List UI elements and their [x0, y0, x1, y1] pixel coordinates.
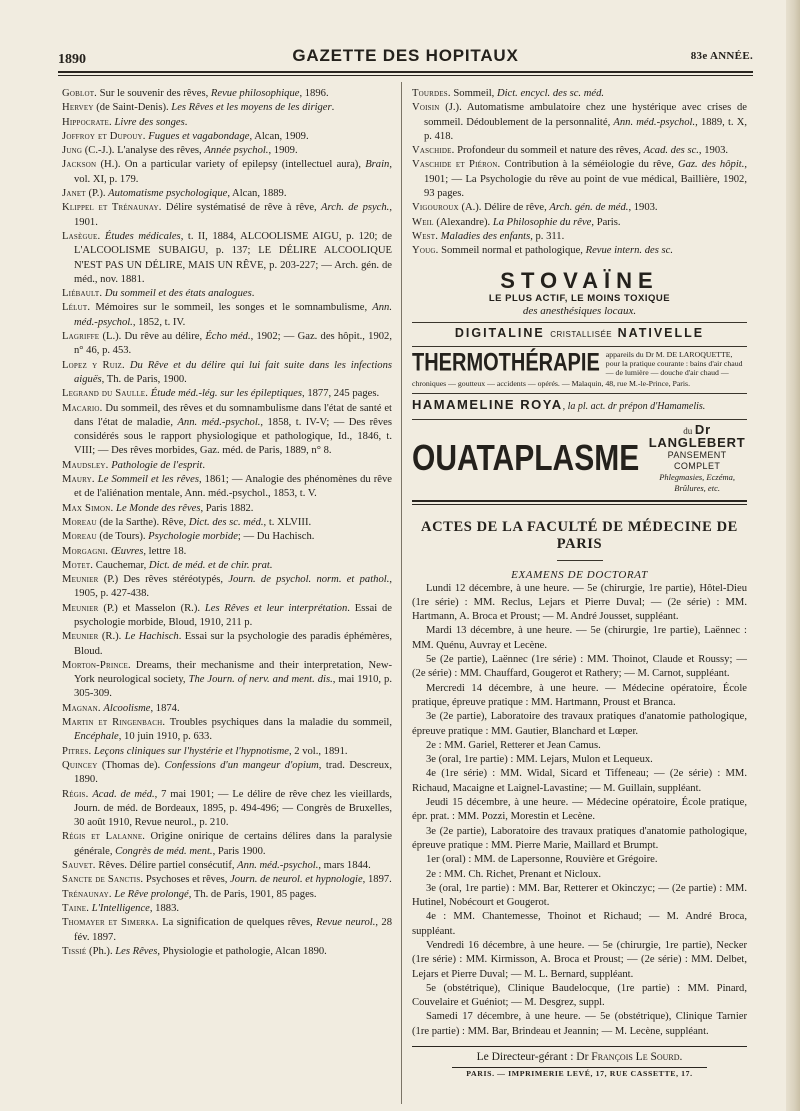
entry-text: Sommeil,: [450, 88, 497, 99]
ad-thermo-line2: chroniques — goutteux — accidents — opérés. — Malaquin, 48, rue M.-le-Prince, Paris.: [412, 378, 691, 388]
entry-text: (P.) et Masselon (R.).: [98, 602, 205, 614]
ad-ouataplasme-detail: [647, 421, 747, 494]
bibliography-entry: [62, 287, 392, 301]
page-number: 1890: [58, 52, 86, 67]
entry-text: (L.). Du rêve au délire,: [99, 331, 206, 343]
entry-author: Hervey: [62, 102, 94, 114]
entry-details: , 2 vol., 1891.: [288, 745, 348, 757]
entry-title: Le Sommeil et les rêves: [97, 474, 199, 486]
right-column-bibliography: [412, 87, 747, 259]
bibliography-entry: [412, 230, 747, 244]
ad-hamameline: [412, 397, 747, 415]
entry-author: Lagriffe: [62, 331, 100, 343]
entry-author: Martin et Ringenbach.: [62, 717, 166, 729]
entry-author: Vaschide et Piéron.: [412, 159, 501, 171]
entry-text: Contribution à la séméiologie du rêve,: [500, 159, 678, 171]
bibliography-entry: [412, 216, 747, 230]
entry-details: , mars 1844.: [318, 860, 371, 872]
bibliography-entry: [62, 559, 392, 573]
entry-author: Morton-Prince.: [62, 659, 131, 671]
entry-title: Étude méd.-lég. sur les épileptiques: [150, 388, 303, 400]
examen-entry: 3e (oral, 1re partie) : MM. Lejars, Mulon et Lequeux.: [426, 754, 653, 766]
entry-title: Fugues et vagabondage: [148, 130, 250, 142]
ad-thermo-title: THERMOTHÉRAPIE: [412, 349, 600, 377]
entry-details: .: [202, 459, 205, 471]
entry-title: Dict. encycl. des sc. méd.: [496, 88, 605, 99]
entry-text: Troubles psychiques dans la maladie du sommeil,: [165, 717, 392, 729]
entry-title: Le Hachisch: [124, 631, 179, 643]
entry-author: Lasègue.: [62, 230, 101, 242]
entry-text: Sur le souvenir des rêves,: [97, 88, 211, 99]
entry-author: Trénaunay.: [62, 888, 112, 900]
entry-author: Legrand du Saulle.: [62, 388, 149, 400]
bibliography-entry: [62, 630, 392, 659]
entry-title: Écho méd.: [205, 331, 251, 343]
entry-details: , 1909.: [268, 145, 298, 157]
examen-entry: 5e (obstétrique), Clinique Baudelocque, (1re partie) : MM. Pinard, Couvelaire et Guéniot; — M. Desgrez, suppl.: [412, 982, 747, 1009]
entry-author: Pitres.: [62, 745, 92, 757]
entry-author: Vigouroux: [412, 202, 459, 214]
entry-author: Taine.: [62, 902, 90, 914]
ad-stovaine-title: STOVAÏNE: [500, 267, 659, 293]
bibliography-entry: [62, 745, 392, 759]
entry-details: , 1896.: [299, 88, 329, 99]
page-header: [58, 46, 753, 68]
entry-author: Maudsley.: [62, 459, 109, 471]
entry-details: , Alcan, 1889.: [227, 188, 287, 200]
ad-rule: [412, 419, 747, 420]
entry-text: Dreams, their mechanisme and their interpretation, New-York neurological society,: [74, 659, 392, 686]
entry-title: Journ. de neurol. et hypnologie: [230, 874, 363, 886]
entry-details: , Physiologie et pathologie, Alcan 1890.: [157, 945, 327, 957]
entry-author: Thomayer et Simerka.: [62, 917, 159, 929]
entry-text: (P.).: [85, 188, 109, 200]
imprimerie-line: PARIS. — IMPRIMERIE LEVÉ, 17, RUE CASSETTE, 17.: [452, 1067, 707, 1080]
entry-author: Tissié: [62, 945, 87, 957]
directeur-name: François Le Sourd.: [591, 1051, 683, 1064]
entry-details: , Alcan, 1909.: [249, 130, 309, 142]
examen-entry: 4e (1re série) : MM. Widal, Sicard et Tiffeneau; — (2e série) : MM. Richaud, Macaigne et Laignel-Lavastine; — M. Guillain, suppléant.: [412, 768, 747, 794]
ad-rule: [412, 346, 747, 347]
entry-text: (J.). Automatisme ambulatoire chez une hystérique avec crises de sommeil. Dédoublement de la personnalité,: [424, 102, 747, 128]
bibliography-entry: [62, 459, 392, 473]
entry-text: Sommeil normal et pathologique,: [438, 245, 586, 257]
bibliography-entry: [62, 402, 392, 459]
entry-details: . Essai sur la psychologie des paradis éphémères, Bloud.: [74, 631, 392, 657]
entry-author: Voisin: [412, 102, 440, 114]
entry-author: Youg.: [412, 245, 439, 257]
entry-title: Le Monde des rêves: [116, 502, 201, 514]
entry-author: Liébault.: [62, 288, 103, 300]
entry-author: Morgagni.: [62, 545, 109, 557]
entry-author: Magnan.: [62, 702, 101, 714]
entry-author: Quincey: [62, 759, 98, 771]
ad-rule: [412, 393, 747, 394]
entry-title: Revue intern. des sc.: [585, 245, 673, 257]
bibliography-entry: [62, 473, 392, 502]
ad-rule-thin: [412, 504, 747, 505]
entry-details: , 1874.: [150, 702, 180, 714]
entry-text: (de Saint-Denis).: [93, 102, 172, 114]
entry-author: Janet: [62, 188, 86, 200]
entry-title: Œuvres: [110, 545, 144, 557]
bibliography-entry: [62, 602, 392, 631]
bibliography-entry: [412, 244, 747, 258]
entry-details: , 10 juin 1910, p. 633.: [118, 731, 213, 743]
page-footer: [412, 1046, 747, 1080]
ad-rule: [412, 322, 747, 323]
entry-author: Joffroy et Dupouy.: [62, 130, 146, 142]
bibliography-entry: [62, 888, 392, 902]
bibliography-entry: [62, 788, 392, 831]
ad-hamameline-name: HAMAMELINE ROYA: [412, 396, 563, 412]
entry-title: Automatisme psychologique: [108, 188, 228, 200]
entry-author: Macario.: [62, 402, 103, 414]
entry-title: Année psychol.: [204, 145, 269, 157]
entry-details: , 1905, p. 427-438.: [74, 574, 392, 600]
entry-title: L'Intelligence: [91, 902, 150, 914]
entry-title: Revue philosophique: [210, 88, 300, 99]
entry-title: Études médicales: [104, 230, 181, 242]
entry-author: Weil: [412, 216, 434, 228]
ad-thermo-description: appareils du Dr M. DE LAROQUETTE, pour la pratique courante : bains d'air chaud — de lumière — douche d'air chaud —: [605, 349, 743, 377]
entry-title: Ann. méd.-psychol.: [237, 860, 319, 872]
ad-digitaline-name: DIGITALINE: [454, 325, 545, 340]
entry-title: Acad. des sc.: [643, 145, 699, 157]
bibliography-entry: [62, 387, 392, 401]
entry-details: , vol. XI, p. 179.: [74, 159, 392, 185]
entry-details: , Paris 1900.: [212, 845, 266, 857]
examen-entry: 5e (2e partie), Laënnec (1re série) : MM. Thoinot, Claude et Roussy; — (2e série) : MM. Chauffard, Gougerot et Rathery; — M. Carnot, suppléant.: [412, 654, 747, 680]
entry-author: West.: [412, 230, 439, 242]
entry-author: Régis.: [62, 788, 89, 800]
entry-text: (de Tours).: [96, 531, 149, 543]
entry-title: Alcoolisme: [103, 702, 151, 714]
header-rule-thick: [58, 71, 753, 73]
entry-text: (C.-J.). L'analyse des rêves,: [82, 145, 205, 157]
entry-author: Goblot.: [62, 88, 98, 99]
examen-entry: Lundi 12 décembre, à une heure. — 5e (chirurgie, 1re partie), Hôtel-Dieu (1re série) : MM. Reclus, Lejars et Pierre Duval; — (2e série) : MM. Hartmann, A. Broca et Proust; — M. André Jousset, suppléant.: [412, 582, 747, 623]
entry-author: Régis et Lalanne.: [62, 831, 146, 843]
entry-author: Meunier: [62, 574, 99, 586]
ad-hamameline-tail: , la pl. act. dr prépon d'Hamamelis.: [562, 400, 706, 412]
bibliography-entry: [62, 759, 392, 788]
entry-details: , 1861; — Analogie des phénomènes du rêve et de l'aliénation mentale, Ann. méd.-psychol., 1853, t. V.: [74, 474, 392, 500]
bibliography-entry: [412, 158, 747, 201]
bibliography-entry: [62, 230, 392, 287]
entry-title: Congrès de méd. ment.: [115, 845, 213, 857]
entry-details: , 28 fév. 1897.: [74, 917, 393, 943]
examen-entry: 3e (2e partie), Laboratoire des travaux pratiques d'anatomie pathologique, épreuve pratique : MM. Gautier, Blanchard et Lœper.: [412, 711, 747, 737]
ad-thermotherapie: [412, 350, 747, 377]
bibliography-entry: [412, 101, 747, 144]
bibliography-entry: [62, 902, 392, 916]
entry-author: Vaschide.: [412, 145, 455, 157]
entry-details: , t. II, 1884, ALCOOLISME AIGU, p. 120; de L'ALCOOLISME SUBAIGU, p. 137; LE DÉLIRE ALCOOLIQUE N'EST PAS UN DÉLIRE, MAIS UN RÊVE, p. 203-227; — Arch. gén. de méd., nov. 1881.: [74, 230, 392, 285]
entry-author: Moreau: [62, 516, 97, 528]
entry-title: Psychologie morbide: [148, 531, 238, 543]
entry-details: .: [331, 102, 335, 114]
entry-title: Confessions d'un mangeur d'opium: [164, 759, 319, 771]
entry-details: , 1901.: [74, 202, 392, 228]
bibliography-entry: [62, 716, 392, 745]
entry-details: , 1903.: [698, 145, 729, 157]
entry-title: Ann. méd.-psychol.: [613, 116, 696, 128]
examen-entry: 3e (2e partie), Laboratoire des travaux pratiques d'anatomie pathologique, épreuve pratique : MM. Pierre Marie, Maillard et Brumpt.: [412, 825, 747, 851]
entry-title: Pathologie de l'esprit: [111, 459, 203, 471]
examen-entry: 3e (oral, 1re partie) : MM. Bar, Retterer et Okinczyc; — (2e partie) : MM. Hutinel, Nobécourt et Gougerot.: [412, 882, 747, 909]
examen-entry: Vendredi 16 décembre, à une heure. — 5e (chirurgie, 1re partie), Necker (1re série) : MM. Kirmisson, A. Broca et Proust; — (2e série) : MM. Delbet, Lejars et Pierre Duval; — M. L. Bernard, suppléant.: [412, 939, 747, 980]
ad-ouata-du: du: [683, 425, 693, 436]
examen-entry: 1er (oral) : MM. de Lapersonne, Rouvière et Grégoire.: [426, 854, 658, 866]
entry-author: Max Simon.: [62, 502, 114, 514]
entry-author: Meunier: [62, 602, 99, 614]
examen-entry: 2e : MM. Ch. Richet, Prenant et Nicloux.: [426, 868, 602, 880]
entry-text: Psychoses et rêves,: [143, 874, 231, 886]
entry-title: Acad. de méd.: [92, 788, 155, 800]
examen-entry: Mardi 13 décembre, à une heure. — 5e (chirurgie, 1re partie), Laënnec : MM. Quénu, Auvray et Lecène.: [412, 625, 747, 651]
entry-title: Maladies des enfants: [440, 230, 531, 242]
entry-title: Les Rêves: [115, 945, 158, 957]
entry-text: (R.).: [98, 631, 125, 643]
ad-ouata-indications: Phlegmasies, Eczéma, Brûlures, etc.: [659, 471, 735, 493]
entry-text: Rêves. Délire partiel consécutif,: [95, 860, 238, 872]
entry-details: , 1902; — Gaz. des hôpit., 1902, n° 46, p. 453.: [74, 331, 392, 357]
column-divider: [401, 82, 402, 1104]
directeur-gerant: [412, 1049, 747, 1065]
entry-details: , lettre 18.: [143, 545, 187, 557]
entry-text: (P.) Des rêves stéréotypés,: [98, 574, 229, 586]
examen-entry: 2e : MM. Gariel, Retterer et Jean Camus.: [426, 739, 601, 751]
entry-title: Les Rêves et leur interprétation: [204, 602, 348, 614]
ad-ouataplasme-title: OUATAPLASME: [412, 438, 640, 478]
entry-text: La signification de quelques rêves,: [158, 917, 317, 929]
entry-title: Les Rêves et les moyens de les diriger: [171, 102, 332, 114]
ad-digitaline-brand: NATIVELLE: [617, 325, 705, 340]
entry-details: , p. 311.: [530, 230, 565, 242]
bibliography-entry: [62, 916, 392, 945]
left-column-bibliography: [62, 87, 392, 959]
entry-title: Livre des songes: [114, 116, 185, 128]
bibliography-entry: [62, 201, 392, 230]
entry-text: Origine onirique de certains délires dans la paralysie générale,: [74, 831, 392, 857]
section-title-actes: ACTES DE LA FACULTÉ DE MÉDECINE DE PARIS: [421, 518, 738, 552]
entry-text: (Thomas de).: [97, 759, 165, 771]
bibliography-entry: [412, 87, 747, 101]
entry-author: Meunier: [62, 631, 99, 643]
right-column: [412, 87, 747, 1080]
entry-title: Du Rêve et du délire qui lui fait suite dans les infections aiguës: [74, 359, 392, 385]
bibliography-entry: [62, 516, 392, 530]
entry-details: .: [251, 288, 255, 300]
entry-details: , 1858, t. IV-V; — Des rêves considérés sous le rapport physiologique et pathologique, Id., 1846, t. VIII; — Des rêves morbides, Gaz. méd. de Paris, 1889, n° 8.: [74, 416, 392, 457]
ad-rule-thick: [412, 500, 747, 502]
entry-title: Arch. gén. de méd.: [549, 202, 629, 214]
bibliography-entry: [62, 116, 392, 130]
section-subtitle-examens: EXAMENS DE DOCTORAT: [511, 568, 648, 581]
entry-details: , Th. de Paris, 1900.: [101, 373, 187, 385]
examens-schedule: [412, 582, 747, 1040]
bibliography-entry: [62, 301, 392, 330]
entry-details: , Th. de Paris, 1901, 85 pages.: [188, 888, 317, 900]
entry-details: , t. XLVIII.: [263, 516, 312, 528]
entry-title: The Journ. of nerv. and ment. dis.: [188, 674, 333, 686]
entry-details: .: [184, 116, 188, 128]
bibliography-entry: [62, 330, 392, 359]
entry-details: , 1901; — La Psychologie du rêve au point de vue médical, Baillière, 1902, 93 pages.: [424, 159, 748, 200]
bibliography-entry: [62, 859, 392, 873]
entry-text: (Alexandre).: [433, 216, 493, 228]
entry-details: , 7 mai 1901; — Le délire de rêve chez les vieillards, Journ. de méd. de Bordeaux, 1895, p. 494-496; — Congrès de Bruxelles, 30 août 1910, Revue neurol., p. 210.: [74, 788, 392, 829]
entry-title: Leçons cliniques sur l'hystérie et l'hypnotisme: [94, 745, 289, 757]
bibliography-entry: [62, 530, 392, 544]
bibliography-entry: [62, 659, 392, 702]
entry-author: Motet.: [62, 559, 94, 571]
entry-text: Du sommeil, des rêves et du somnambulisme dans l'état de santé et dans l'état de maladie,: [74, 402, 392, 428]
entry-author: Lélut.: [62, 302, 91, 314]
bibliography-entry: [62, 502, 392, 516]
ad-ouata-langlebert: Dr LANGLEBERT: [648, 421, 746, 450]
entry-text: Délire systématisé de rêve à rêve,: [161, 202, 322, 214]
entry-title: Encéphale: [74, 731, 119, 743]
entry-text: (A.). Délire de rêve,: [458, 202, 550, 214]
entry-details: , 1889, t. X, p. 418.: [424, 116, 747, 142]
entry-author: Sancte de Sanctis.: [62, 874, 144, 886]
ad-ouataplasme: [412, 421, 747, 494]
entry-title: Du sommeil et des états analogues: [104, 288, 252, 300]
entry-text: (H.). On a particular variety of epilepsy (intellectuel aura),: [96, 159, 366, 171]
entry-title: Brain: [365, 159, 390, 171]
ad-ouata-pansement: PANSEMENT COMPLET: [667, 449, 727, 471]
entry-author: Jackson: [62, 159, 97, 171]
entry-title: Ann. méd.-psychol.: [177, 416, 261, 428]
journal-title: GAZETTE DES HOPITAUX: [292, 46, 519, 65]
entry-title: Dict. des sc. méd.: [188, 516, 264, 528]
entry-author: Klippel et Trénaunay.: [62, 202, 162, 214]
bibliography-entry: [62, 830, 392, 859]
bibliography-entry: [62, 158, 392, 187]
entry-author: Tourdes.: [412, 88, 451, 99]
examen-entry: Samedi 17 décembre, à une heure. — 5e (obstétrique), Clinique Tarnier (1re partie) : MM. Bar, Brindeau et Jeannin; — M. Lecène, suppléant.: [412, 1011, 747, 1037]
bibliography-entry: [62, 873, 392, 887]
bibliography-entry: [62, 187, 392, 201]
entry-title: Arch. de psych.: [321, 202, 390, 214]
bibliography-entry: [412, 201, 747, 215]
entry-title: La Philosophie du rêve: [492, 216, 592, 228]
entry-text: (de la Sarthe). Rêve,: [96, 516, 189, 528]
entry-author: Lopez y Ruiz.: [62, 359, 125, 371]
page-binding-edge: [786, 0, 800, 1111]
entry-details: , trad. Descreux, 1890.: [74, 759, 393, 786]
entry-details: ; — Du Hachisch.: [237, 531, 315, 543]
entry-details: , 1903.: [628, 202, 658, 214]
bibliography-entry: [62, 359, 392, 388]
bibliography-entry: [62, 945, 392, 959]
advertisements: [412, 269, 747, 505]
entry-text: (Ph.).: [86, 945, 116, 957]
bibliography-entry: [62, 545, 392, 559]
examen-entry: Jeudi 15 décembre, à une heure. — Médecine opératoire, École pratique, épr. prat. : MM. Pozzi, Morestin et Lecène.: [412, 797, 747, 823]
bibliography-entry: [62, 144, 392, 158]
entry-title: Revue neurol.: [316, 917, 376, 929]
entry-details: , Paris 1882.: [200, 502, 254, 514]
entry-text: Mémoires sur le sommeil, les songes et le somnambulisme,: [90, 302, 373, 314]
entry-title: Le Rêve prolongé: [114, 888, 189, 900]
ad-digitaline-small: CRISTALLISÉE: [550, 329, 613, 339]
bibliography-entry: [62, 130, 392, 144]
bibliography-entry: [62, 101, 392, 115]
ad-stovaine-subline: des anesthésiques locaux.: [522, 304, 637, 317]
entry-details: . Essai de psychologie morbide, Bloud, 1910, 211 p.: [74, 602, 392, 628]
bibliography-entry: [62, 573, 392, 602]
entry-title: Ann. méd.-psychol.: [74, 302, 392, 328]
entry-title: Gaz. des hôpit.: [677, 159, 745, 171]
entry-title: Dict. de méd. et de chir. prat.: [148, 559, 273, 571]
entry-text: Profondeur du sommeil et nature des rêves,: [454, 145, 644, 157]
bibliography-entry: [62, 87, 392, 101]
entry-details: , Paris.: [591, 216, 621, 228]
bibliography-entry: [412, 144, 747, 158]
entry-details: , 1883.: [149, 902, 180, 914]
examen-entry: Mercredi 14 décembre, à une heure. — Médecine opératoire, École pratique, épreuve pratique : MM. Hartmann, Proust et Branca.: [412, 682, 747, 708]
entry-author: Jung: [62, 145, 83, 157]
entry-author: Maury.: [62, 474, 95, 486]
entry-author: Hippocrate.: [62, 116, 112, 128]
entry-text: Cauchemar,: [93, 559, 149, 571]
examen-entry: 4e : MM. Chantemesse, Thoinot et Richaud; — M. André Broca, suppléant.: [412, 911, 747, 937]
entry-details: , 1852, t. IV.: [132, 316, 186, 328]
volume-year: 83e ANNÉE.: [690, 50, 753, 62]
header-rule-thin: [58, 75, 753, 76]
entry-details: , 1897.: [362, 874, 392, 886]
section-short-rule: [557, 560, 603, 561]
bibliography-entry: [62, 702, 392, 716]
entry-title: Journ. de psychol. norm. et pathol.: [228, 574, 390, 586]
ad-stovaine-tagline: LE PLUS ACTIF, LE MOINS TOXIQUE: [488, 292, 671, 304]
entry-details: , mai 1910, p. 305-309.: [74, 674, 392, 700]
entry-author: Sauvet.: [62, 860, 96, 872]
ad-digitaline: [412, 326, 747, 342]
directeur-label: Le Directeur-gérant : Dr: [476, 1051, 589, 1064]
entry-details: , 1877, 245 pages.: [302, 388, 380, 400]
entry-author: Moreau: [62, 531, 97, 543]
